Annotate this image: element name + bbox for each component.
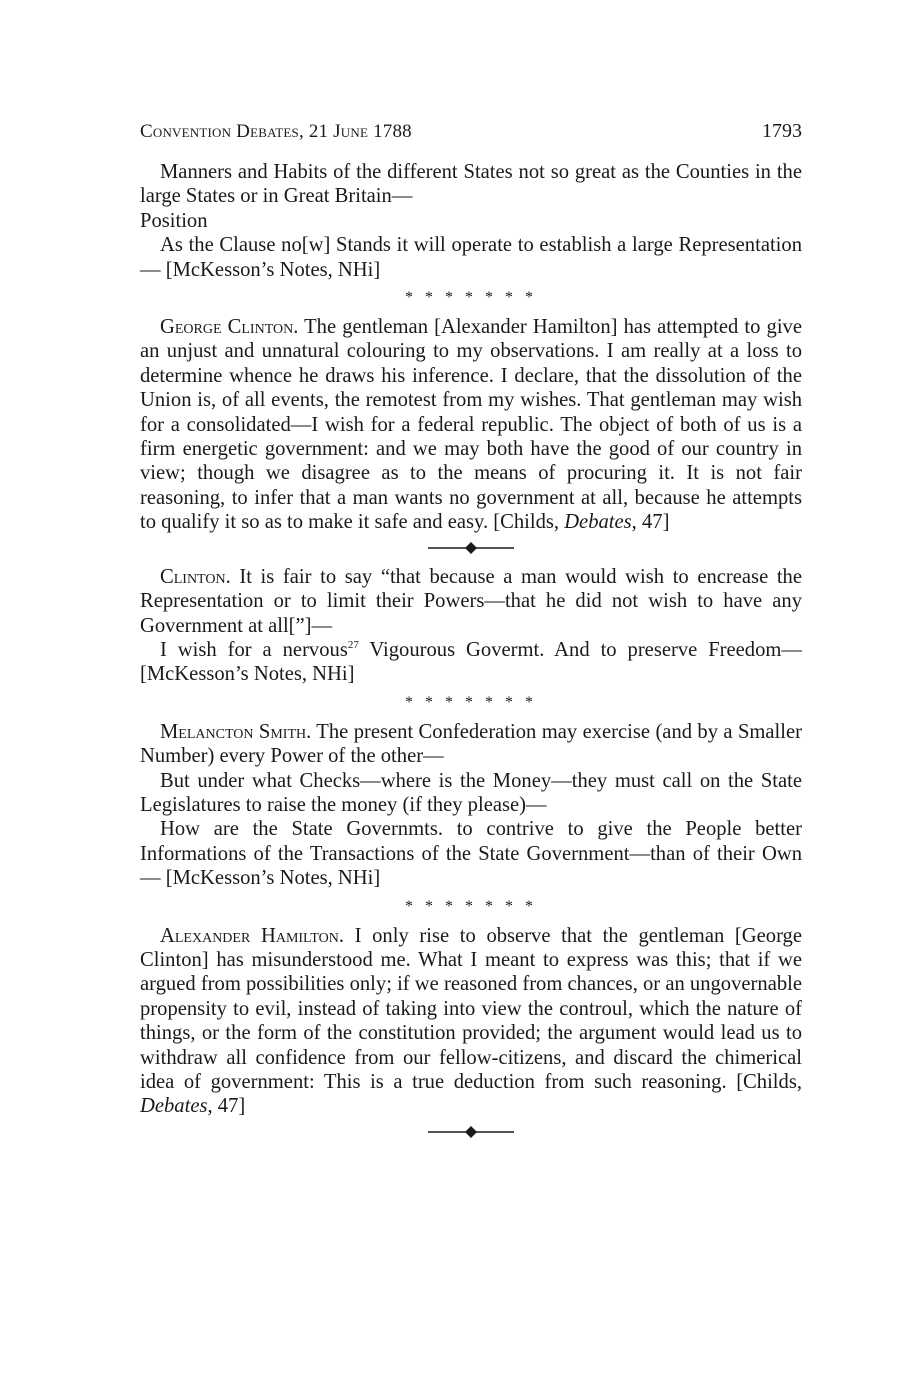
speaker-name: Clinton.	[160, 565, 231, 588]
speaker-name: Melancton Smith.	[160, 720, 312, 743]
asterisk-separator: * * * * * * *	[405, 289, 537, 307]
running-head	[140, 120, 802, 152]
clinton-childs-block	[140, 315, 802, 535]
speech-text: The present Confederation may exercise (and by a Smaller Number) every Power of the other—	[140, 720, 802, 768]
asterisk-separator: * * * * * * *	[405, 693, 537, 711]
diamond-rule-ornament	[426, 1125, 516, 1139]
page-number: 1793	[762, 120, 802, 142]
clinton-mckesson-block	[140, 565, 802, 687]
paragraph: How are the State Governmts. to contrive to give the People better Informations of the Transactions of the State Government—than of their Own— [McKesson’s Notes, NHi]	[140, 818, 802, 890]
diamond-rule-ornament	[426, 541, 516, 555]
source-title: Debates	[140, 1095, 208, 1118]
mckesson-notes-block-1	[140, 160, 802, 282]
paragraph	[140, 924, 802, 1119]
speech-text: The gentleman [Alexander Hamilton] has attempted to give an unjust and unnatural colouring to my observations. I am really at a loss to determine whence he draws his inference. I declare, that the dissolution of the Union is, of all events, the remotest from my wishes. That gentleman may wish for a consolidated—I wish for a federal republic. The object of both of us is a firm energetic government: and we may both have the good of our country in view; though we disagree as to the means of procuring it. It is not fair reasoning, to infer that a man wants no government at all, because he attempts to qualify it so as to make it safe and easy. [Childs,	[140, 316, 802, 534]
paragraph	[140, 565, 802, 638]
speech-text: I wish for a nervous	[160, 638, 348, 661]
paragraph: Position	[140, 209, 208, 232]
speaker-name: Alexander Hamilton.	[160, 924, 344, 947]
source-title: Debates	[564, 511, 632, 534]
paragraph: But under what Checks—where is the Money—they must call on the State Legislatures to raise the money (if they please)—	[140, 769, 802, 816]
hamilton-childs-block	[140, 924, 802, 1119]
speech-text: Vigourous Govermt. And to preserve Freedom— [McKesson’s Notes, NHi]	[140, 638, 802, 686]
source-citation: , 47]	[631, 511, 670, 534]
paragraph: Manners and Habits of the different States not so great as the Counties in the large States or in Great Britain—	[140, 161, 802, 208]
paragraph	[140, 720, 802, 769]
speech-text: I only rise to observe that the gentleman [George Clinton] has misunderstood me. What I meant to express was this; that if we argued from possibilities only; if we reasoned from chances, or an ungovernable propensity to evil, instead of taking into view the controul, which the nature of things, or the form of the constitution provided; the argument would lead us to withdraw all confidence from our fellow-citizens, and discard the chimerical idea of government: This is a true deduction from such reasoning. [Childs,	[140, 924, 802, 1093]
running-head-title: Convention Debates, 21 June 1788	[140, 121, 412, 142]
speech-text: It is fair to say “that because a man would wish to encrease the Representation or to limit their Powers—that he did not wish to have any Government at all[”]—	[140, 565, 802, 637]
asterisk-separator: * * * * * * *	[405, 897, 537, 915]
paragraph	[140, 638, 802, 687]
paragraph	[140, 315, 802, 535]
document-page	[140, 120, 802, 1149]
speaker-name: George Clinton.	[160, 316, 299, 339]
source-citation: , 47]	[207, 1095, 246, 1118]
footnote-marker: 27	[347, 638, 359, 651]
smith-mckesson-block	[140, 720, 802, 891]
paragraph: As the Clause no[w] Stands it will operate to establish a large Representation— [McKesson’s Notes, NHi]	[140, 234, 802, 281]
